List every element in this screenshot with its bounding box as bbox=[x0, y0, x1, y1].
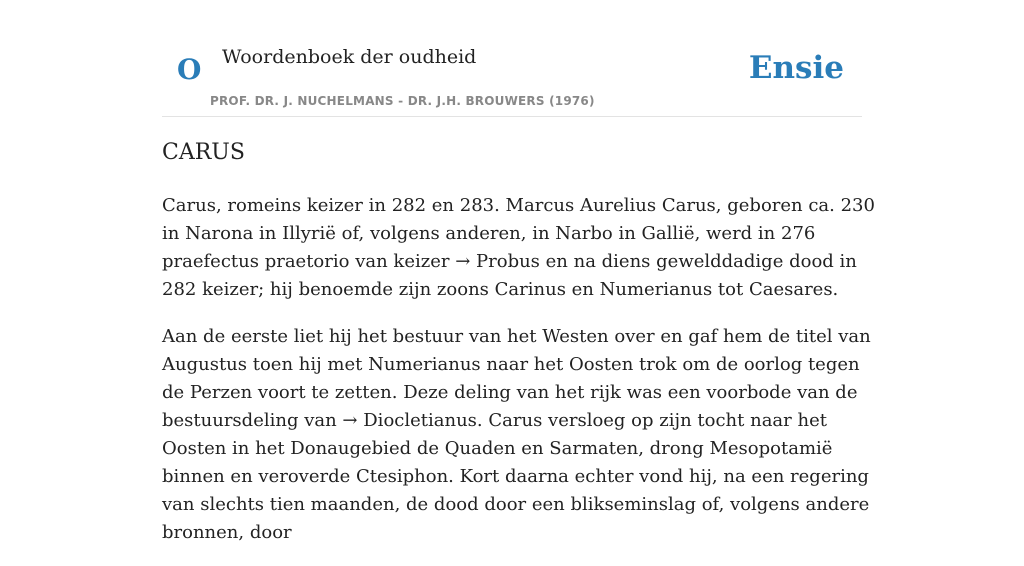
paragraph-1-text-start: Carus, romeins keizer in 282 en 283. Marcus Aurelius Carus, geboren ca. 230 in Narona in Illyrië of, volgens anderen, in Narbo in Gallië, werd in 276 praefectus praetorio van keizer bbox=[162, 195, 875, 272]
entry-content bbox=[162, 192, 882, 566]
link-probus[interactable]: Probus bbox=[476, 251, 540, 272]
arrow-right-icon: → bbox=[455, 251, 471, 272]
paragraph-1 bbox=[162, 192, 882, 304]
ensie-logo[interactable]: Ensie bbox=[748, 50, 844, 86]
paragraph-2-text-start: Aan de eerste liet hij het bestuur van het Westen over en gaf hem de titel van Augustus toen hij met Numerianus naar het Oosten trok om de oorlog tegen de Perzen voort te zetten. Deze deling van het rijk was een voorbode van de bestuursdeling van bbox=[162, 326, 871, 431]
paragraph-2 bbox=[162, 323, 882, 547]
arrow-right-icon: → bbox=[342, 410, 358, 431]
entry-title: CARUS bbox=[162, 140, 245, 165]
book-authors: PROF. DR. J. NUCHELMANS - DR. J.H. BROUWERS (1976) bbox=[210, 94, 595, 108]
link-diocletianus[interactable]: Diocletianus bbox=[363, 410, 477, 431]
book-title[interactable]: Woordenboek der oudheid bbox=[222, 46, 477, 68]
index-letter[interactable]: O bbox=[177, 53, 202, 86]
paragraph-2-text-end: . Carus versloeg op zijn tocht naar het Oosten in het Donaugebied de Quaden en Sarmaten, drong Mesopotamië binnen en veroverde Ctesiphon. Kort daarna echter vond hij, na een regering van slechts tien maanden, de dood door een blikseminslag of, volgens andere bronnen, door bbox=[162, 410, 870, 543]
page-header bbox=[162, 0, 862, 117]
paragraph-1-text-end: en na diens gewelddadige dood in 282 keizer; hij benoemde zijn zoons Carinus en Numerianus tot Caesares. bbox=[162, 251, 857, 300]
